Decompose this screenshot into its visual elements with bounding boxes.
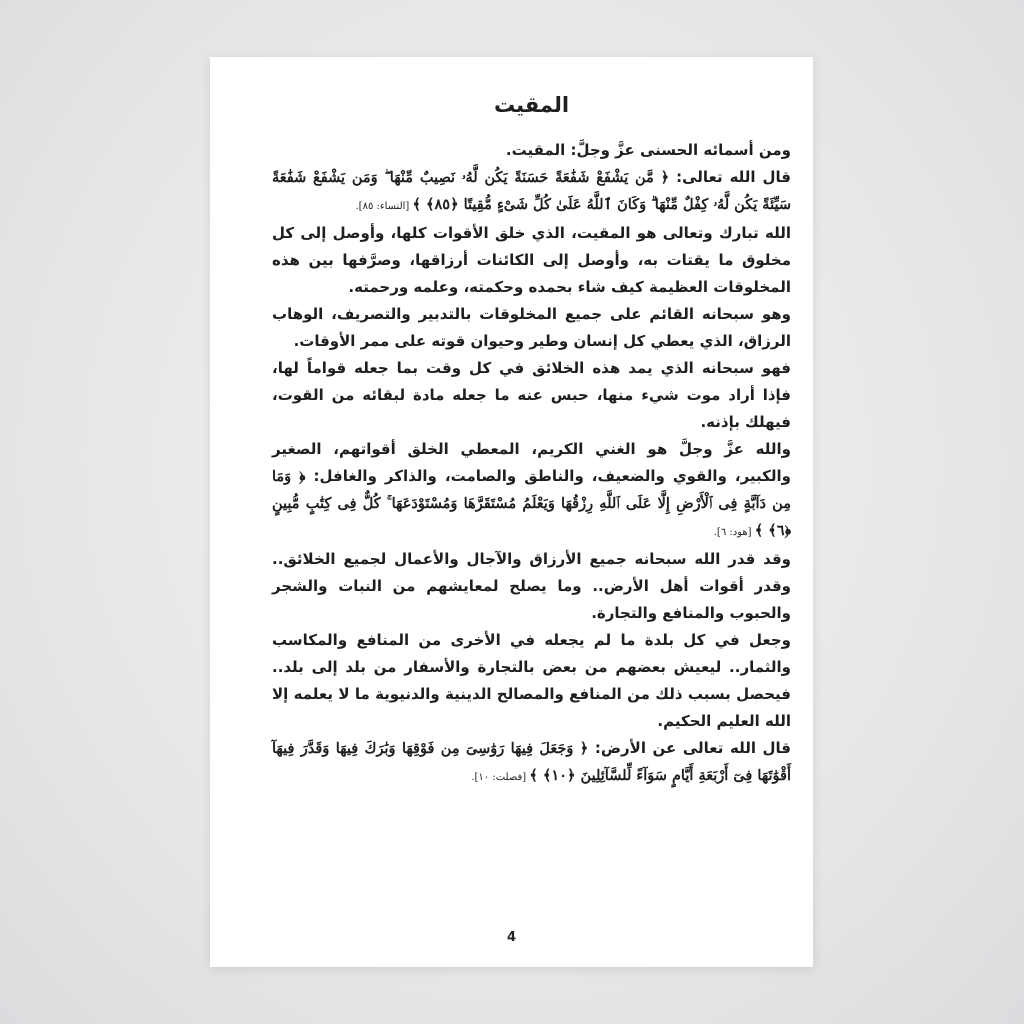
paragraph-2: وهو سبحانه القائم على جميع المخلوقات بالتدبير والتصريف، الوهاب الرزاق، الذي يعطي كل إنسان وطير وحيوان قوته على ممر الأوقات. (272, 305, 791, 350)
page-title: المقيت (493, 93, 570, 117)
paragraph-1: الله تبارك وتعالى هو المقيت، الذي خلق الأقوات كلها، وأوصل إلى كل مخلوق ما يقتات به، وأوصل إلى الكائنات أرزاقها، وصرَّفها بين هذه المخلوقات العظيمة كيف شاء بحمده وحكمته، وعلمه ورحمته. (272, 224, 791, 296)
verse-3-text: ﴿ وَجَعَلَ فِيهَا رَوَٰسِىَ مِن فَوْقِهَا وَبَٰرَكَ فِيهَا وَقَدَّرَ فِيهَآ أَقْوَٰتَهَا فِىٓ أَرْبَعَةِ أَيَّامٍ سَوَآءً لِّلسَّآئِلِينَ ﴿١٠﴾ ﴾ (272, 740, 791, 784)
verse-3-lead: قال الله تعالى عن الأرض: (588, 739, 792, 757)
page-number: 4 (506, 930, 517, 945)
verse-3-reference: [فصلت: ١٠]. (471, 772, 530, 783)
verse-1-lead: قال الله تعالى: (669, 168, 791, 186)
verse-1-reference: [النساء: ٨٥]. (355, 201, 413, 212)
verse-2-reference: [هود: ٦]. (713, 527, 755, 538)
verse-2-text: ﴿ وَمَا مِن دَآبَّةٍ فِى ٱلْأَرْضِ إِلَّا عَلَى ٱللَّهِ رِزْقُهَا وَيَعْلَمُ مُسْتَقَرَّهَا وَمُسْتَوْدَعَهَا ۚ كُلٌّ فِى كِتَٰبٍ مُّبِينٍ ﴿٦﴾ ﴾ (272, 468, 791, 539)
intro-paragraph: ومن أسمائه الحسنى عزَّ وجلَّ: المقيت. (505, 141, 791, 159)
page-content (272, 87, 791, 791)
verse-paragraph-1 (272, 164, 791, 220)
verse-paragraph-3 (272, 735, 791, 791)
paragraph-4-lead: والله عزَّ وجلَّ هو الغني الكريم، المعطي الخلق أقواتهم، الصغير والكبير، والقوي والضعيف، والناطق والصامت، والذاكر والغافل: (272, 440, 791, 485)
paragraph-5: وقد قدر الله سبحانه جميع الأرزاق والآجال والأعمال لجميع الخلائق.. وقدر أقوات أهل الأرض.. وما يصلح لمعايشهم من النبات والشجر والحبوب والمنافع والتجارة. (272, 550, 791, 622)
verse-1-text: ﴿ مَّن يَشْفَعْ شَفَٰعَةً حَسَنَةً يَكُن لَّهُۥ نَصِيبٌ مِّنْهَا ۖ وَمَن يَشْفَعْ شَفَٰعَةً سَيِّئَةً يَكُن لَّهُۥ كِفْلٌ مِّنْهَا ۗ وَكَانَ ٱللَّهُ عَلَىٰ كُلِّ شَىْءٍ مُّقِيتًا ﴿٨٥﴾ ﴾ (272, 169, 791, 213)
book-page (210, 57, 813, 967)
paragraph-4 (272, 436, 791, 546)
paragraph-3: فهو سبحانه الذي يمد هذه الخلائق في كل وقت بما جعله قواماً لها، فإذا أراد موت شيء منها، حبس عنه ما جعله مادة لبقائه من القوت، فيهلك بإذنه. (272, 359, 791, 431)
paragraph-6: وجعل في كل بلدة ما لم يجعله في الأخرى من المنافع والمكاسب والثمار.. ليعيش بعضهم من بعض بالتجارة والأسفار من بلد إلى بلد.. فيحصل بسبب ذلك من المنافع والمصالح الدينية والدنيوية ما لا يعلمه إلا الله العليم الحكيم. (272, 631, 791, 730)
